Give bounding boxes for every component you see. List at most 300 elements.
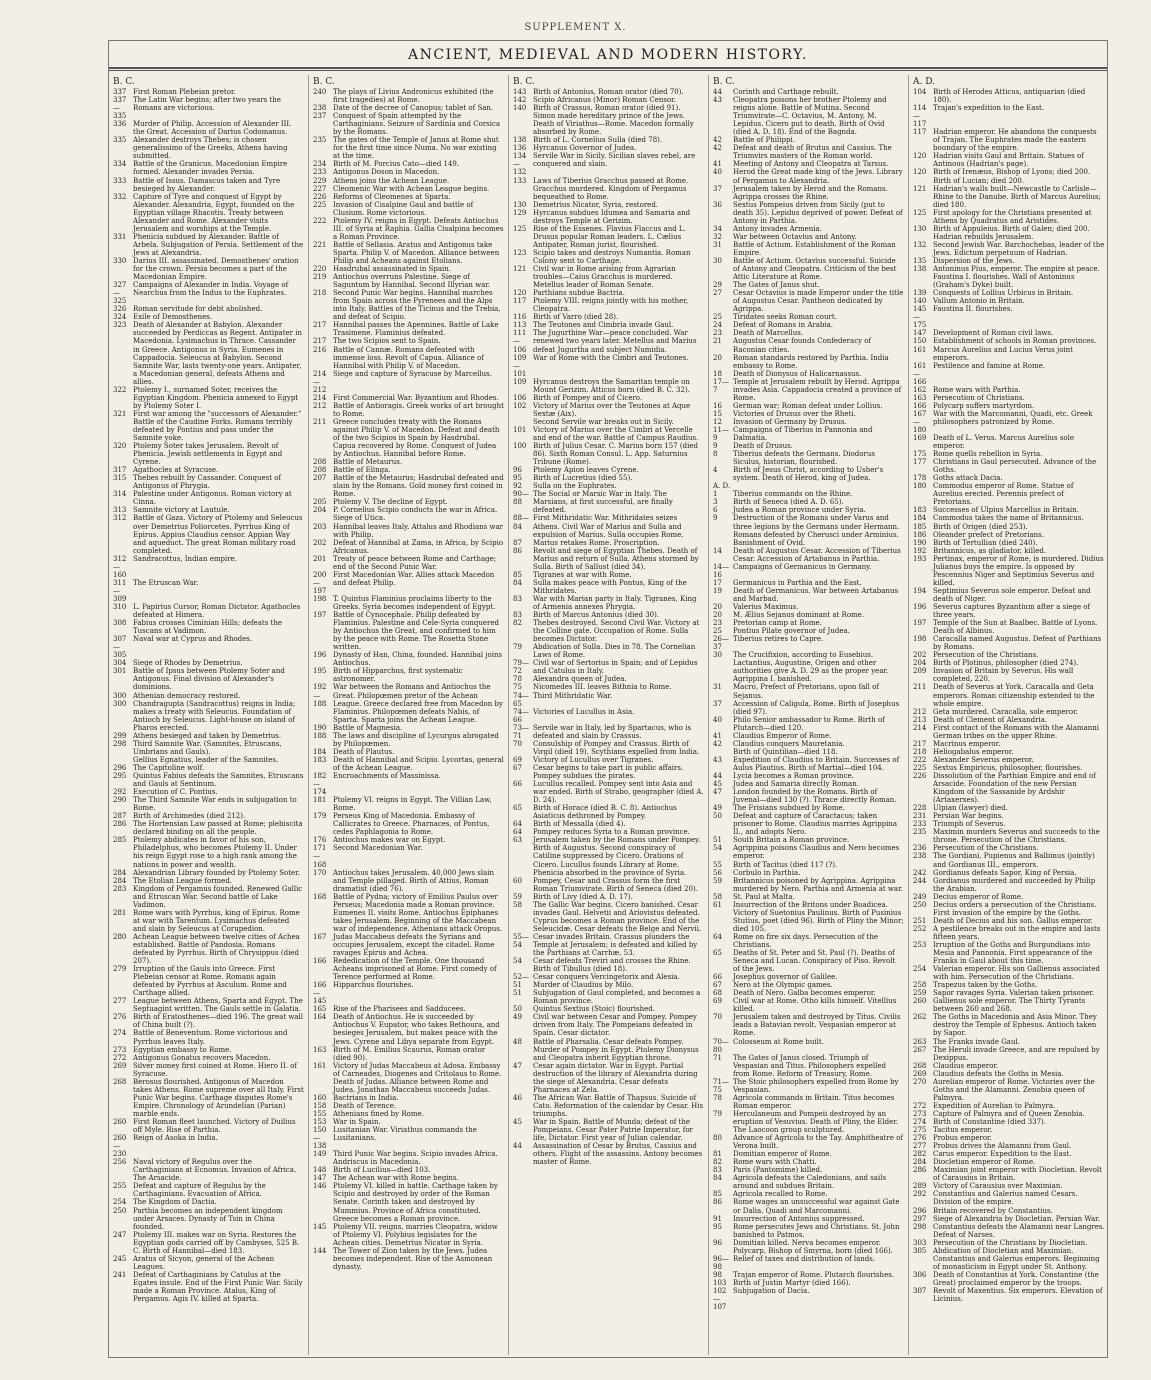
entry-year: 37 (713, 184, 722, 193)
history-entry (313, 1126, 504, 1150)
entry-text: Battle of Philippi. (733, 136, 795, 145)
history-entry (113, 1182, 304, 1198)
history-entry (313, 289, 504, 321)
entry-year: 268 (913, 1061, 927, 1070)
entry-text: Sapor ravages Syria. Valerian taken prisoner. (933, 989, 1095, 998)
history-entry (313, 683, 504, 723)
history-entry (513, 313, 704, 321)
history-entry (713, 225, 904, 233)
entry-year: 88—84 (513, 514, 529, 531)
entry-text: Victory of Carausius over Maximian. (933, 1182, 1063, 1191)
history-entry (113, 1134, 304, 1158)
history-entry (713, 547, 904, 563)
entry-year: 65 (713, 949, 722, 958)
entry-text: Servile War in Sicily. Sicilian slaves rebel, are conquered and slain. (533, 152, 696, 169)
entry-year: 292 (113, 788, 127, 797)
history-entry (913, 410, 1105, 434)
entry-year: 184 (313, 747, 327, 756)
entry-text: Trapezus taken by the Goths. (933, 981, 1038, 990)
entry-text: Jerusalem taken by the Romans under Pompey. Birth of Augustus. Second conspiracy of Catiline suppressed by Cicero. Orations of Cicero. Lucullus founds Library at Rome. Phenicia absorbed in the province of Syria. (533, 836, 701, 877)
entry-text: Persecution of Christians. (933, 393, 1025, 402)
history-entry (713, 700, 904, 716)
history-entry (913, 346, 1105, 362)
entry-year: 20 (713, 353, 722, 362)
entry-year: 90—88 (513, 490, 529, 507)
entry-text: Birth of Plotinus, philosopher (died 274). (933, 659, 1079, 668)
entry-text: The two Scipios sent to Spain. (333, 337, 441, 346)
entry-year: 138 (513, 136, 527, 145)
entry-year: 236 (913, 844, 927, 853)
entry-year: 214 (313, 393, 327, 402)
history-entry (713, 329, 904, 337)
history-entry (513, 643, 704, 659)
history-entry (913, 168, 1105, 184)
entry-text: Battle of Issus. Damascus taken and Tyre besieged by Alexander. (133, 176, 281, 193)
entry-text: Victory of Judas Maccabeus at Adosa. Embassy of Carneades, Diogenes and Critolaus to Rome. Death of Judas. Alliance between Rome and Judea. Jonathan Maccabeus succeeds Judas. (333, 1061, 502, 1094)
history-entry (913, 1158, 1105, 1166)
entry-year: 175 (913, 450, 927, 459)
entry-year: 192 (913, 546, 927, 555)
history-entry (113, 257, 304, 281)
history-entry (513, 474, 704, 482)
history-entry (313, 836, 504, 844)
history-entry (513, 1038, 704, 1062)
entry-year: 304 (113, 659, 127, 668)
history-entry (913, 362, 1105, 386)
entry-text: Hadrian visits Gaul and Britain. Statues of Antinous (Hadrian's page). (933, 152, 1084, 169)
entry-year: 50 (713, 812, 722, 821)
entry-text: Battle of Elinga. (333, 466, 391, 475)
entry-year: 37 (713, 699, 722, 708)
history-entry (113, 1029, 304, 1045)
entry-year: 143 (513, 88, 527, 96)
history-entry (313, 1118, 504, 1126)
entry-year: 290 (113, 796, 127, 805)
entry-text: Cesar invades Britain. Crassus plunders the Temple at Jerusalem; is defeated and killed by the Parthians at Carrhæ, 53. (533, 932, 698, 958)
entry-year: 185 (913, 522, 927, 531)
history-entry (913, 1062, 1105, 1070)
entry-text: Antiochus overruns Palestine. Siege of Saguntum by Hannibal. Second Illyrian war. (333, 273, 491, 290)
entry-text: The Social or Marsic War in Italy. The Marsians, at first successful, are finally defeated. (533, 490, 673, 515)
entry-text: T. Quintus Flaminius proclaims liberty to the Greeks. Syria becomes independent of Egypt. (333, 594, 496, 611)
entry-year: 333 (113, 176, 127, 185)
entry-text: Ptolemy V. The decline of Egypt. (333, 498, 448, 507)
history-entry (913, 514, 1105, 522)
entry-year: 59 (713, 876, 722, 885)
history-entry (113, 1207, 304, 1231)
history-entry (113, 812, 304, 820)
entry-text: Athens besieged and taken by Demetrius. (133, 731, 282, 740)
entry-text: South Britain a Roman province. (733, 836, 850, 845)
entry-text: Agrippina poisons Claudius and Nero becomes emperor. (733, 844, 900, 861)
entry-year: 70—80 (713, 1037, 729, 1054)
history-entry (113, 772, 304, 788)
entry-text: Death of Terence. (333, 1101, 397, 1110)
history-entry (713, 160, 904, 168)
history-entry (713, 812, 904, 836)
entry-year: 208 (313, 466, 327, 475)
entry-year: 286 (913, 1166, 927, 1175)
entry-year: 129 (513, 208, 527, 217)
history-entry (913, 1182, 1105, 1190)
entry-year: 74—66 (513, 707, 529, 724)
history-entry (313, 1223, 504, 1247)
entry-text: Naval victory of Regulus over the Carthaginians at Ecnomus. Invasion of Africa. The Arsacide. (133, 1158, 297, 1183)
entry-year: 120 (513, 289, 527, 298)
entry-text: Encroachments of Massinissa. (333, 771, 441, 780)
entry-year: 330 (113, 256, 127, 265)
entry-text: Tiberius defeats the Germans. Diodorus Siculus, historian, flourished. (733, 450, 875, 467)
history-entry (713, 748, 904, 756)
history-entry (913, 434, 1105, 450)
entry-text: Phenicia subdued by Alexander. Battle of Arbela. Subjugation of Persia. Settlement of the Jews at Alexandria. (133, 232, 304, 257)
history-entry (913, 869, 1105, 877)
history-entry (313, 1102, 504, 1110)
entry-year: 31 (713, 683, 722, 692)
history-entry (313, 273, 504, 289)
entry-text: The Heruli invade Greece, and are repulsed by Dexippus. (933, 1045, 1100, 1062)
entry-text: Death of Nero. Galba becomes emperor. (733, 989, 876, 998)
history-entry (913, 941, 1105, 965)
entry-year: 235 (913, 828, 927, 837)
history-entry (313, 1046, 504, 1062)
entry-year: 315 (113, 474, 127, 483)
entry-text: Achean League between twelve cities of Achea established. Battle of Pandosia. Romans defeated by Pyrrhus. Birth of Chrysippus (died 207). (133, 932, 300, 966)
entry-year: 83 (513, 611, 522, 620)
history-entry (313, 611, 504, 651)
entry-text: Assassination of Cesar by Brutus, Cassius and others. Flight of the assassins. Antony becomes master of Rome. (533, 1142, 703, 1167)
entry-year: 258 (913, 981, 927, 990)
entry-text: Accession of Caligula, Rome. Birth of Josephus (died 97). (733, 699, 900, 716)
entry-year: 67 (513, 763, 522, 772)
entry-text: Alexander Severus emperor. (933, 755, 1034, 764)
entry-year: 163 (313, 1045, 327, 1054)
entry-text: Rome wars with Parthia. (933, 385, 1021, 394)
entry-year: 192—188 (313, 683, 327, 708)
history-entry (113, 193, 304, 233)
history-entry (313, 1094, 504, 1102)
entry-text: Birth of Horace (died B. C. 8). Antiochus Asiaticus dethroned by Pompey. (533, 804, 677, 821)
history-entry (713, 836, 904, 844)
entry-year: 145—175 (913, 305, 927, 330)
entry-year: 117 (513, 297, 527, 306)
entry-text: The Hortensian Law passed at Rome; plebiscita declared binding on all the people. (133, 820, 303, 837)
history-entry (913, 1102, 1105, 1110)
entry-year: 334 (113, 160, 127, 169)
entry-text: Birth of M. Emilius Scaurus, Roman orator (died 90). (333, 1045, 486, 1062)
entry-year: 225 (913, 763, 927, 772)
entry-text: Battle of Actium. Establishment of the Roman Empire. (733, 240, 896, 257)
history-entry (513, 989, 704, 1005)
entry-text: Hannibal leaves Italy. Attalus and Rhodians war with Philip. (333, 522, 503, 539)
entry-year: 211 (313, 417, 327, 426)
entry-text: Birth of Constantine (died 337). (933, 1118, 1047, 1126)
history-entry (513, 1005, 704, 1013)
history-entry (713, 1287, 904, 1311)
entry-year: 55 (713, 860, 722, 869)
entry-text: War with the Marcomanni, Quadi, etc. Greek philosophers patronized by Rome. (933, 409, 1093, 426)
history-entry (713, 1223, 904, 1239)
entry-year: 42 (713, 136, 722, 145)
entry-text: Agathocles at Syracuse. (133, 466, 219, 475)
entry-year: 25 (713, 313, 722, 322)
entry-year: 79 (513, 643, 522, 652)
history-entry (313, 1005, 504, 1013)
history-entry (313, 523, 504, 539)
entry-text: Execution of C. Pontius. (133, 788, 218, 797)
entry-year: 323 (113, 321, 127, 330)
entry-year: 186 (913, 530, 927, 539)
entry-text: Persian War begins. (933, 812, 1004, 821)
entry-text: Ptolemy I., surnamed Soter, receives the Egyptian Kingdom. Phenicia annexed to Egypt by Ptolemy Soter I. (133, 385, 299, 410)
entry-text: Claudius Emperor of Rome. (733, 731, 832, 740)
history-entry (913, 877, 1105, 893)
entry-year: 120 (913, 168, 927, 177)
history-entry (513, 820, 704, 828)
history-entry (913, 764, 1105, 772)
history-entry (713, 410, 904, 418)
entry-text: Defeat and capture of Regulus by the Carthaginians. Evacuation of Africa. (133, 1182, 266, 1199)
history-entry (113, 1271, 304, 1303)
entry-text: Hannibal passes the Apennines. Battle of Lake Trasimene. Flaminius defeated. (333, 321, 499, 338)
entry-text: Hipparchus flourishes. (333, 981, 414, 990)
entry-year: 306 (913, 1270, 927, 1279)
history-entry (713, 933, 904, 949)
entry-year: 213 (913, 715, 927, 724)
entry-text: Battle of Magnesia. (333, 723, 403, 732)
entry-text (733, 482, 904, 490)
history-entry (713, 289, 904, 313)
history-entry (913, 659, 1105, 667)
entry-text: Birth of Quintilian—died 118. (733, 747, 838, 756)
entry-text: First Macedonian War. Allies attack Macedon and defeat Philip. (333, 570, 495, 587)
history-entry (113, 579, 304, 603)
entry-year: 272 (113, 1053, 127, 1062)
entry-year: 274 (913, 1118, 927, 1126)
entry-year: 6 (713, 506, 718, 515)
entry-year: 222 (313, 216, 327, 225)
history-entry (713, 402, 904, 410)
history-entry (913, 1150, 1105, 1158)
history-entry (113, 869, 304, 877)
entry-year: 285 (113, 836, 127, 845)
history-entry (913, 997, 1105, 1013)
entry-year: 95 (713, 1222, 722, 1231)
entry-year: 69 (513, 755, 522, 764)
history-entry (313, 571, 504, 595)
entry-year: 78 (713, 1093, 722, 1102)
history-entry (113, 820, 304, 836)
entry-year: 311—309 (113, 578, 127, 603)
history-entry (713, 1215, 904, 1223)
history-entry (913, 1070, 1105, 1078)
entry-text: Battle of the Granicus. Macedonian Empire formed. Alexander invades Persia. (133, 160, 288, 177)
entry-year: 19 (713, 586, 722, 595)
entry-year: 101 (513, 425, 527, 434)
entry-year: 274 (113, 1029, 127, 1038)
entry-text: Josephus governor of Galilee. (733, 973, 838, 982)
entry-text: Fabius crosses Ciminian Hills; defeats the Tuscans at Vadimon. (133, 619, 282, 636)
entry-year: 140 (513, 104, 527, 113)
entry-text: Polycarp suffers martyrdom. (933, 401, 1035, 410)
history-entry (113, 877, 304, 885)
entry-text: Antigonus Doson in Macedon. (333, 168, 440, 177)
entry-text: Dissolution of the Parthian Empire and end of Arsacide. Foundation of the new Persian Kingdom of the Sassanide by Ardshir (Artaxerxes). (933, 771, 1096, 805)
history-entry (513, 724, 704, 740)
history-entry (513, 249, 704, 265)
history-entry (913, 297, 1105, 305)
entry-text: Death of Drusus. (733, 442, 793, 451)
entry-year: 168 (313, 892, 327, 901)
entry-text: Relief of taxes and distribution of lands. (733, 1254, 876, 1263)
entry-year: 212 (913, 707, 927, 716)
entry-year: 160 (313, 1093, 327, 1102)
entry-text: Egyptian embassy to Rome. (133, 1045, 232, 1054)
entry-text: Christians in Gaul persecuted. Advance of the Goths. (933, 458, 1097, 475)
entry-text: Claudius emperor. (933, 1061, 999, 1070)
entry-text: Abdication of Diocletian and Maximian. Constantius and Galerius emperors. Beginning of monasticism in Egypt under St. Anthony. (933, 1246, 1100, 1271)
entry-text: Treaty of peace between Rome and Carthage; end of the Second Punic War. (333, 554, 497, 571)
entry-text: Rome quells rebellion in Syria. (933, 450, 1043, 459)
entry-year: 320 (113, 442, 127, 451)
entry-year: 158 (313, 1101, 327, 1110)
history-entry (113, 88, 304, 96)
era-label: B. C. (313, 77, 335, 87)
entry-text: Rededication of the Temple. One thousand Acheans imprisoned at Rome. First comedy of Terence performed at Rome. (333, 957, 497, 982)
entry-year: 234 (313, 160, 327, 169)
entry-text: Jerusalem taken by Herod and the Romans. Agrippa crosses the Rhine. (733, 184, 888, 201)
entry-year: 20 (713, 611, 722, 620)
entry-year: 48 (513, 1037, 522, 1046)
entry-text: Defeat of Hannibal at Zama, in Africa, by Scipio Africanus. (333, 538, 504, 555)
entry-text: Birth of M. Porcius Cato—died 149. (333, 160, 460, 169)
history-entry (513, 675, 704, 683)
entry-year: 182—174 (313, 771, 327, 797)
entry-text: Death of Dionysus of Halicarnassus. (733, 369, 862, 378)
entry-year: 42 (713, 739, 722, 748)
entry-text: Septimius Severus sole emperor. Defeat and death of Niger. (933, 586, 1091, 603)
history-entry (513, 708, 704, 724)
entry-year: 106 (513, 393, 527, 402)
entry-year: 54 (513, 957, 522, 966)
entry-text: Darius III. assassinated. Demosthenes' oration for the crown. Persia becomes a part of the Macedonian Empire. (133, 256, 299, 282)
entry-text: Pertinax, emperor of Rome, is murdered. Didius Julianus buys the empire. Is opposed by Pescennius Niger and Septimius Severus and killed. (933, 554, 1104, 587)
entry-text: Tiridates seeks Roman court. (733, 313, 837, 322)
entry-text: German war; Roman defeat under Lollius. (733, 401, 883, 410)
entry-year: 211 (913, 683, 927, 692)
history-entry (513, 329, 704, 353)
entry-year: A. D. (713, 482, 731, 491)
entry-year: 225 (313, 200, 327, 209)
history-entry (713, 627, 904, 635)
entry-year: 204 (913, 659, 927, 668)
entry-text: Berosus flourished. Antigonus of Macedon takes Athens. Rome supreme over all Italy. First Punic War begins. Carthage disputes Rome's Empire. Chronology of Arundelian (Parian) marble ends. (133, 1077, 304, 1118)
entry-year: 81 (713, 1150, 722, 1159)
history-entry (313, 337, 504, 345)
entry-year: 250 (913, 900, 927, 909)
entry-text: Birth of Crassus, Roman orator (died 91). Simon made hereditary prince of the Jews. Death of Viriathus—Rome. Macedon formally absorbed by Rome. (533, 104, 694, 137)
entry-text: Campaigns of Tiberius in Pannonia and Dalmatia. (733, 425, 873, 443)
history-entry (113, 965, 304, 997)
entry-year: 326 (113, 305, 127, 314)
entry-text: Probus drives the Alamanni from Gaul. (933, 1142, 1072, 1151)
history-entry (513, 136, 704, 144)
history-entry (113, 1062, 304, 1078)
entry-year: 61 (713, 900, 722, 909)
entry-year: 269 (113, 1061, 127, 1070)
entry-year: 24 (713, 321, 722, 330)
entry-year: 40 (713, 715, 722, 724)
history-entry (513, 780, 704, 804)
entry-text: Quintus Sextius (Stoic) flourished. (533, 1005, 655, 1014)
entry-year: 212 (313, 401, 327, 410)
entry-year: 242 (913, 868, 927, 877)
history-entry (913, 128, 1105, 152)
entry-year: 98 (713, 1270, 722, 1279)
entry-year: 52—51 (513, 973, 529, 990)
history-entry (513, 877, 704, 893)
entry-year: 95 (513, 474, 522, 483)
entry-text: Birth of L. Cornelius Sulla (died 78). (533, 136, 663, 145)
history-entry (513, 764, 704, 780)
history-entry (713, 1054, 904, 1078)
entry-year: 190 (913, 538, 927, 547)
entry-year: 73—71 (513, 723, 529, 740)
entry-year: 161—166 (913, 361, 927, 386)
entry-year: 96 (513, 466, 522, 475)
entry-year: 221 (313, 240, 327, 249)
entry-text: Valerius Maximus. (733, 603, 799, 611)
entry-text: Birth of Tacitus (died 117 (?). (733, 860, 838, 869)
history-entry (513, 378, 704, 394)
history-entry (713, 732, 904, 740)
entry-text: Establishment of schools in Roman provinces. (933, 337, 1097, 346)
entry-text: Death of Decius and his son. Gallus emperor. (933, 916, 1093, 925)
entry-text: The Frisians subdued by Rome. (733, 804, 845, 813)
entry-year: 16 (713, 401, 722, 410)
entry-text: Battle of Pydna; victory of Emilius Paulus over Perseus; Macedonia made a Roman province. Eumenes II. visits Rome. Antiochus Epiphanes takes Jerusalem. Beginning of the Maccabean war of independence. Athenians attack Oropus. (333, 892, 503, 933)
entry-text: War with Marian party in Italy. Tigranes, King of Armenia annexes Phrygia. (533, 594, 697, 611)
entry-text: War between Octavius and Antony. (733, 232, 857, 241)
entry-year: 86 (513, 546, 522, 555)
history-entry (913, 523, 1105, 531)
entry-year: 233 (313, 168, 327, 177)
entry-year: 71—75 (713, 1077, 729, 1094)
entry-year: 45 (713, 780, 722, 789)
entry-year: 167 (313, 932, 327, 941)
history-entry (913, 1078, 1105, 1102)
entry-year: 59 (513, 892, 522, 901)
entry-year: 249 (913, 892, 927, 901)
entry-text: The Achean war with Rome begins. (333, 1174, 459, 1183)
entry-year: 188 (313, 731, 327, 740)
history-entry (113, 764, 304, 772)
history-entry (113, 836, 304, 868)
entry-text: Claudius conquers Mauretania. (733, 739, 845, 748)
history-entry (113, 136, 304, 160)
entry-text: Campaigns of Alexander in India. Voyage of Nearchus from the Indus to the Euphrates. (133, 281, 289, 298)
entry-year: 29 (713, 281, 722, 290)
entry-year: 125 (913, 208, 927, 217)
entry-text: Successes of Ulpius Marcellus in Britain. (933, 506, 1079, 515)
history-entry (113, 603, 304, 619)
entry-year: 164 (313, 1013, 327, 1022)
entry-year: 183 (913, 506, 927, 515)
entry-text: The Third Samnite War ends in subjugation to Rome. (133, 796, 297, 813)
history-entry (713, 1150, 904, 1158)
entry-text: Death of Clement of Alexandria. (933, 715, 1048, 724)
entry-year: 40 (713, 168, 722, 177)
